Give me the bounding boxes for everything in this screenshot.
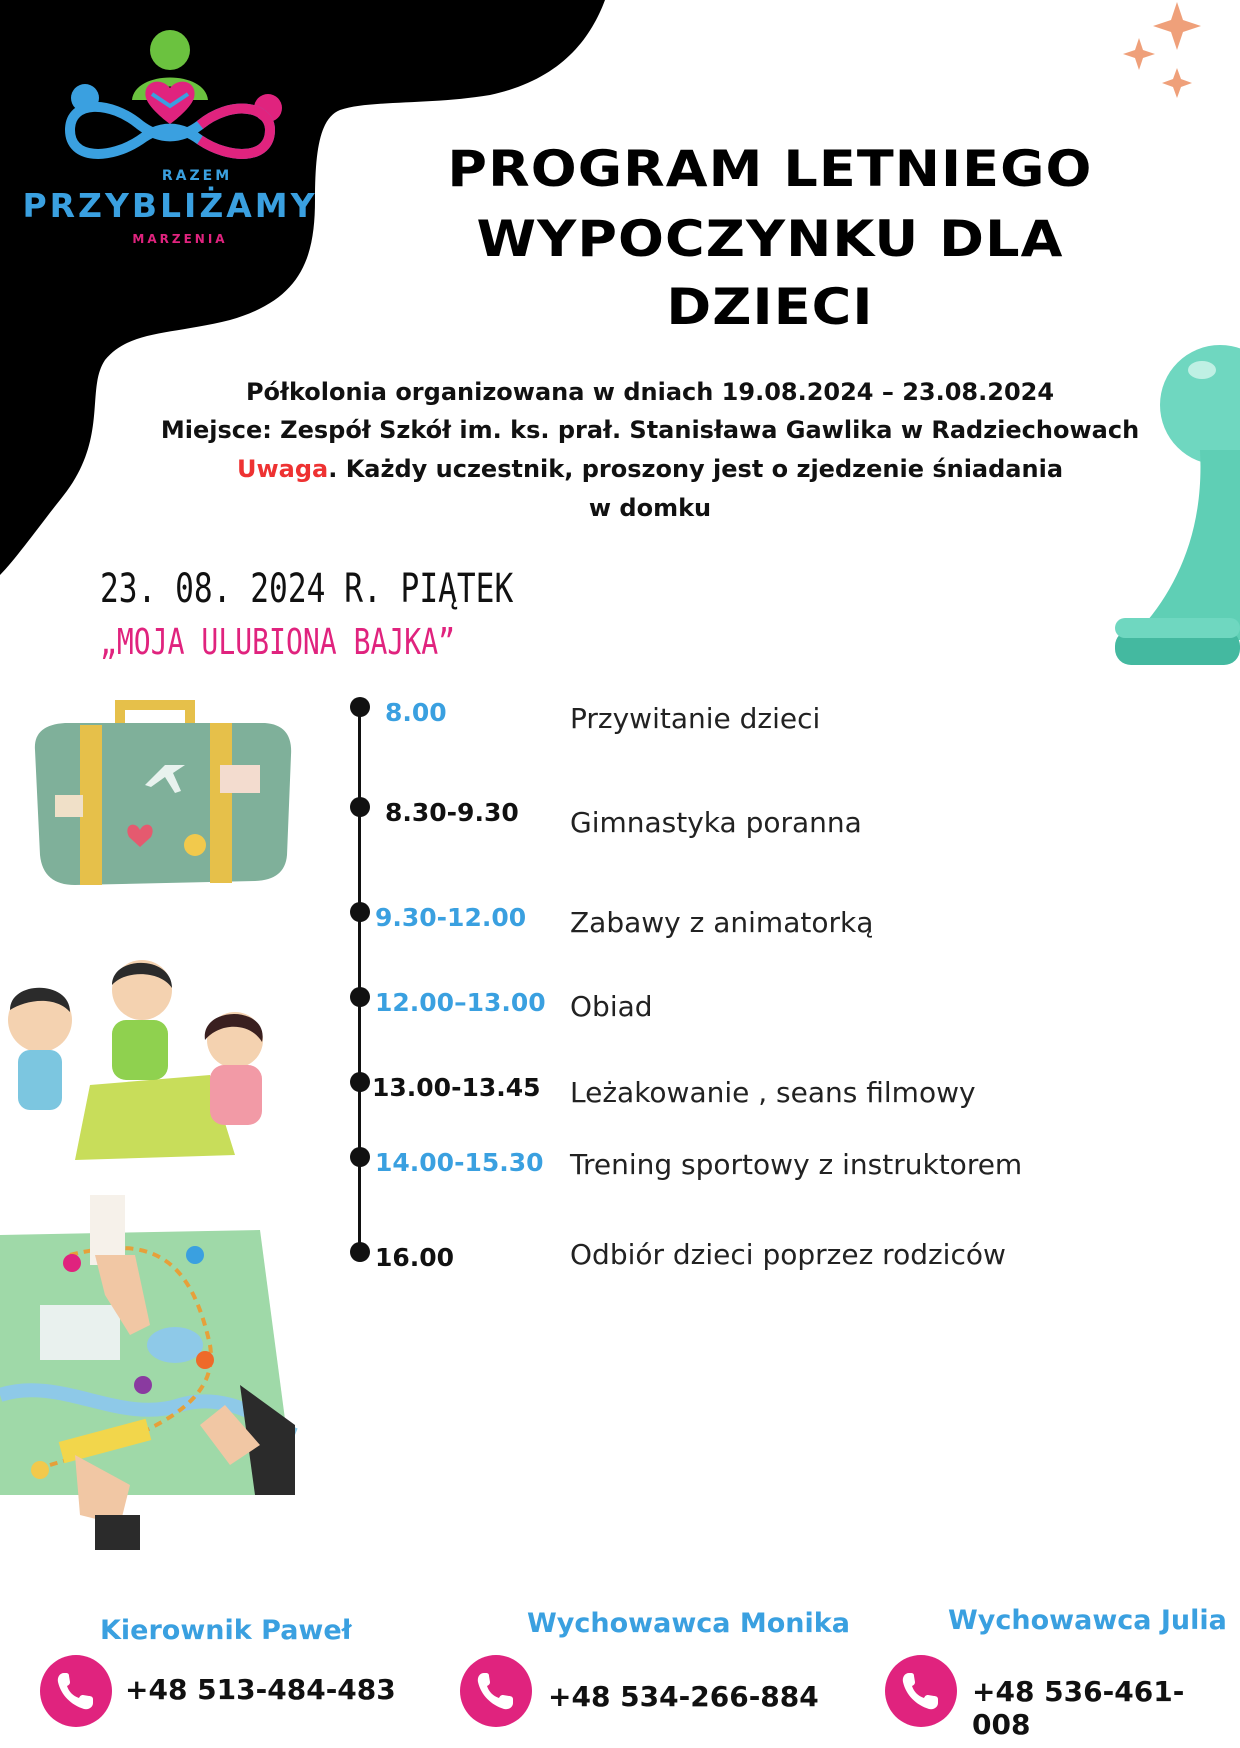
place-line: Miejsce: Zespół Szkół im. ks. prał. Stanisława Gawlika w Radziechowach <box>160 416 1140 444</box>
contact-phone: +48 536-461-008 <box>972 1675 1185 1741</box>
logo-icon <box>40 20 300 180</box>
timeline-dot <box>350 697 370 717</box>
title-line-1: PROGRAM LETNIEGO <box>447 140 1093 198</box>
phone-icon <box>885 1655 957 1727</box>
schedule-activity: Przywitanie dzieci <box>570 702 821 735</box>
schedule-time: 12.00–13.00 <box>375 988 546 1017</box>
schedule-time: 9.30-12.00 <box>375 903 527 932</box>
schedule-time: 16.00 <box>375 1243 455 1272</box>
timeline-dot <box>350 1242 370 1262</box>
warning-word: Uwaga <box>236 455 329 483</box>
contact-name: Wychowawca Monika <box>527 1608 850 1639</box>
schedule-time: 8.30-9.30 <box>385 798 519 827</box>
warning-line-2: w domku <box>588 494 712 522</box>
day-date: 23. 08. 2024 R. PIĄTEK <box>100 566 514 612</box>
logo-bottom-word: MARZENIA <box>132 232 228 246</box>
schedule-activity: Odbiór dzieci poprzez rodziców <box>570 1238 1006 1271</box>
contact-phone: +48 534-266-884 <box>548 1680 819 1713</box>
warning-line <box>120 455 1180 483</box>
timeline-dot <box>350 1147 370 1167</box>
schedule-time: 13.00-13.45 <box>372 1073 541 1102</box>
sparkles-icon <box>1115 0 1225 110</box>
timeline-dot <box>350 797 370 817</box>
schedule-activity: Zabawy z animatorką <box>570 906 874 939</box>
logo-top-word: RAZEM <box>161 168 233 184</box>
timeline-dot <box>350 902 370 922</box>
warning-rest: . Każdy uczestnik, proszony jest o zjedzenie śniadania <box>328 455 1064 483</box>
timeline-line <box>358 708 361 1253</box>
suitcase-illustration <box>25 695 300 895</box>
timeline-dot <box>350 987 370 1007</box>
contact-name: Wychowawca Julia <box>948 1605 1227 1636</box>
day-theme: „MOJA ULUBIONA BAJKA” <box>100 622 456 663</box>
schedule-activity: Leżakowanie , seans filmowy <box>570 1076 976 1109</box>
schedule-activity: Gimnastyka poranna <box>570 806 862 839</box>
timeline-dot <box>350 1072 370 1092</box>
schedule-activity: Obiad <box>570 990 653 1023</box>
kids-board-game-illustration <box>0 950 300 1160</box>
schedule-time: 8.00 <box>385 698 447 727</box>
dates-line: Półkolonia organizowana w dniach 19.08.2024 – 23.08.2024 <box>245 378 1055 406</box>
phone-icon <box>40 1655 112 1727</box>
phone-icon <box>460 1655 532 1727</box>
map-illustration <box>0 1195 305 1550</box>
contact-phone: +48 513-484-483 <box>125 1673 396 1706</box>
logo-main-word: PRZYBLIŻAMY <box>22 186 318 225</box>
title-line-3: DZIECI <box>666 278 874 336</box>
title-line-2: WYPOCZYNKU DLA <box>476 210 1064 268</box>
contact-name: Kierownik Paweł <box>100 1615 352 1646</box>
schedule-activity: Trening sportowy z instruktorem <box>570 1148 1023 1181</box>
schedule-time: 14.00-15.30 <box>375 1148 544 1177</box>
